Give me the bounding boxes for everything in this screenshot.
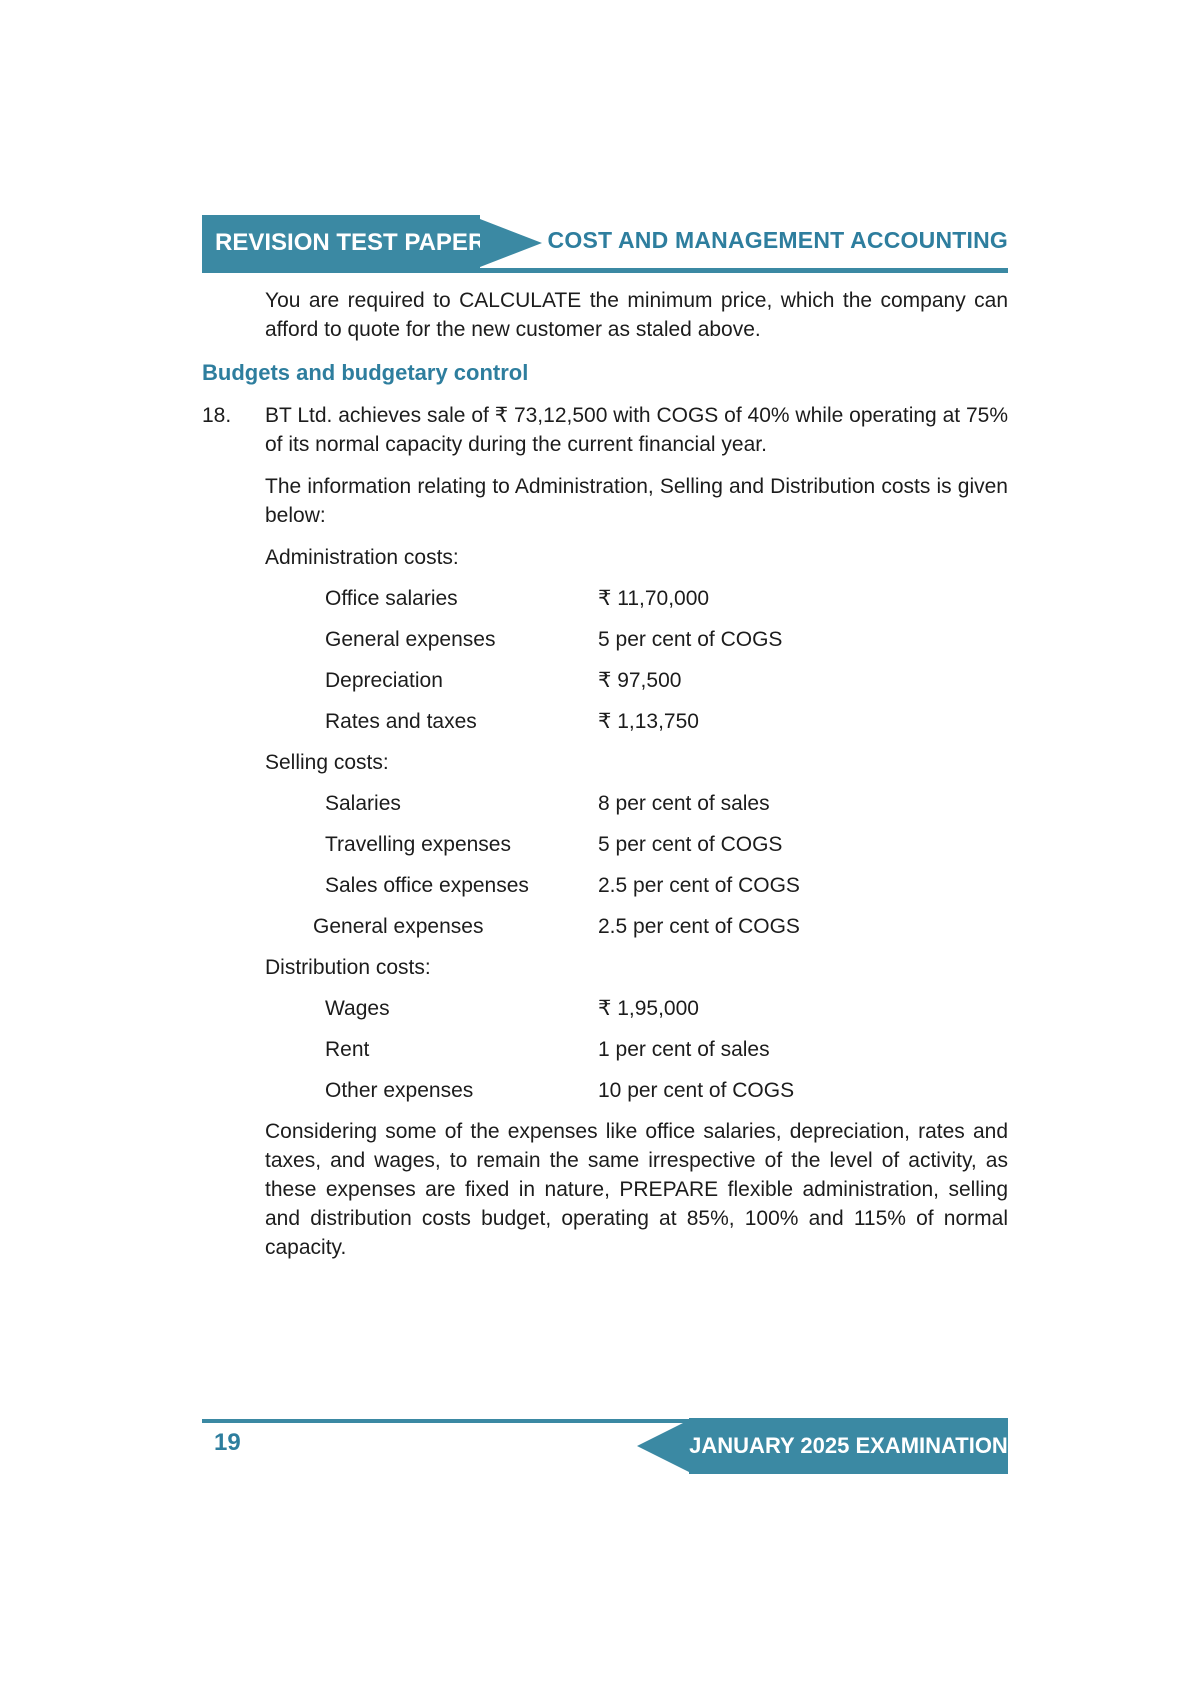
section-heading: Budgets and budgetary control	[202, 360, 529, 385]
cost-row	[325, 707, 1008, 736]
cost-label: Office salaries	[325, 587, 458, 610]
intro-paragraph: You are required to CALCULATE the minimum price, which the company can afford to quote for the new customer as staled above.	[265, 289, 1008, 341]
cost-value: 5 per cent of COGS	[598, 833, 783, 856]
cost-label: Other expenses	[325, 1079, 474, 1102]
cost-label: Depreciation	[325, 669, 443, 692]
cost-row	[325, 1035, 1008, 1064]
cost-section-title: Selling costs:	[265, 751, 389, 774]
cost-label: Salaries	[325, 792, 401, 815]
question-number: 18.	[202, 404, 232, 427]
closing-paragraph: Considering some of the expenses like office salaries, depreciation, rates and taxes, and wages, to remain the same irrespective of the level of activity, as these expenses are fixed in nature, PREPARE flexible administration, selling and distribution costs budget, operating at 85%, 100% and 115% of normal capacity.	[265, 1120, 1008, 1259]
cost-row	[325, 871, 1008, 900]
cost-label: General expenses	[325, 628, 496, 651]
subject-title: COST AND MANAGEMENT ACCOUNTING	[547, 227, 1008, 253]
question-paragraph-2: The information relating to Administration, Selling and Distribution costs is given below:	[265, 475, 1008, 527]
page-number: 19	[214, 1429, 241, 1456]
cost-section-selling	[202, 748, 1008, 941]
footer-banner-label: JANUARY 2025 EXAMINATION	[689, 1433, 1008, 1458]
cost-row	[313, 912, 1008, 941]
cost-value: 1 per cent of sales	[598, 1038, 770, 1061]
header-banner-label: REVISION TEST PAPER	[215, 229, 486, 256]
cost-label: Wages	[325, 997, 390, 1020]
question-paragraph-1: BT Ltd. achieves sale of ₹ 73,12,500 with COGS of 40% while operating at 75% of its normal capacity during the current financial year.	[265, 404, 1008, 456]
cost-value: 2.5 per cent of COGS	[598, 915, 800, 938]
footer-banner	[689, 1418, 1008, 1474]
cost-row	[325, 789, 1008, 818]
page-content	[202, 286, 1008, 1275]
cost-label: Travelling expenses	[325, 833, 511, 856]
cost-value: 5 per cent of COGS	[598, 628, 783, 651]
cost-label: Sales office expenses	[325, 874, 529, 897]
cost-section-administration	[202, 543, 1008, 736]
cost-value: ₹ 1,95,000	[598, 997, 699, 1020]
cost-row	[325, 994, 1008, 1023]
cost-section-title: Distribution costs:	[265, 956, 431, 979]
cost-section-distribution	[202, 953, 1008, 1105]
cost-row	[325, 1076, 1008, 1105]
cost-value: 8 per cent of sales	[598, 792, 770, 815]
cost-label: Rent	[325, 1038, 370, 1061]
cost-value: ₹ 11,70,000	[598, 587, 710, 610]
cost-section-title: Administration costs:	[265, 546, 459, 569]
question-18	[202, 401, 1008, 459]
cost-value: ₹ 97,500	[598, 669, 682, 692]
cost-value: ₹ 1,13,750	[598, 710, 699, 733]
cost-label: Rates and taxes	[325, 710, 477, 733]
cost-row	[325, 666, 1008, 695]
cost-row	[325, 625, 1008, 654]
footer-rule	[202, 1419, 689, 1423]
arrow-left-icon	[637, 1420, 689, 1472]
cost-row	[325, 584, 1008, 613]
cost-value: 2.5 per cent of COGS	[598, 874, 800, 897]
cost-value: 10 per cent of COGS	[598, 1079, 795, 1102]
cost-row	[325, 830, 1008, 859]
cost-label: General expenses	[313, 915, 484, 938]
